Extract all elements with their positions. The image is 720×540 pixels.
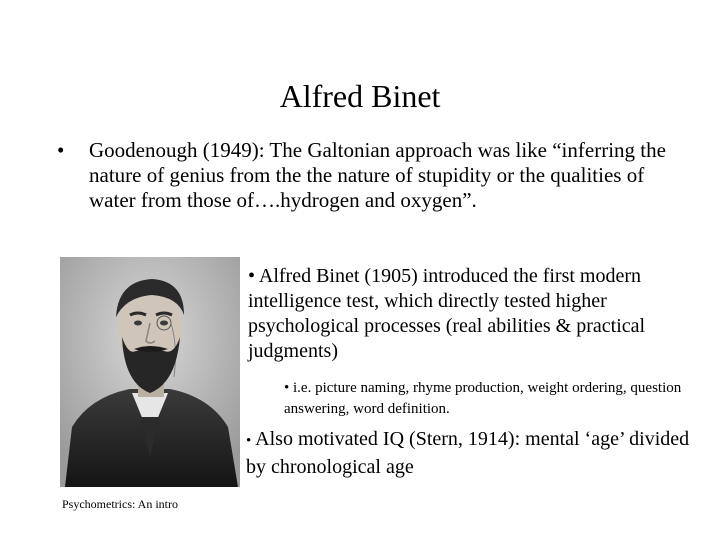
sub-bullet-examples: • i.e. picture naming, rhyme production, weight ordering, question answering, word definition. bbox=[284, 380, 682, 417]
portrait-image bbox=[60, 257, 240, 487]
footer-text: Psychometrics: An intro bbox=[62, 497, 178, 511]
bullet-dot: • bbox=[57, 138, 65, 162]
bullet-iq-text: Also motivated IQ (Stern, 1914): mental ‘age’ divided by chronological age bbox=[246, 428, 690, 478]
bullet-binet-test: • Alfred Binet (1905) introduced the first modern intelligence test, which directly tested higher psychological processes (real abilities & practical judgments) bbox=[248, 265, 646, 362]
slide-title: Alfred Binet bbox=[279, 78, 441, 114]
bullet-dot: • bbox=[246, 433, 252, 449]
bullet-goodenough bbox=[57, 138, 677, 213]
bullet-iq bbox=[246, 426, 696, 480]
bullet-goodenough-text: Goodenough (1949): The Galtonian approach was like “inferring the nature of genius from the the nature of stupidity or the qualities of water from those of….hydrogen and oxygen”. bbox=[89, 138, 666, 212]
